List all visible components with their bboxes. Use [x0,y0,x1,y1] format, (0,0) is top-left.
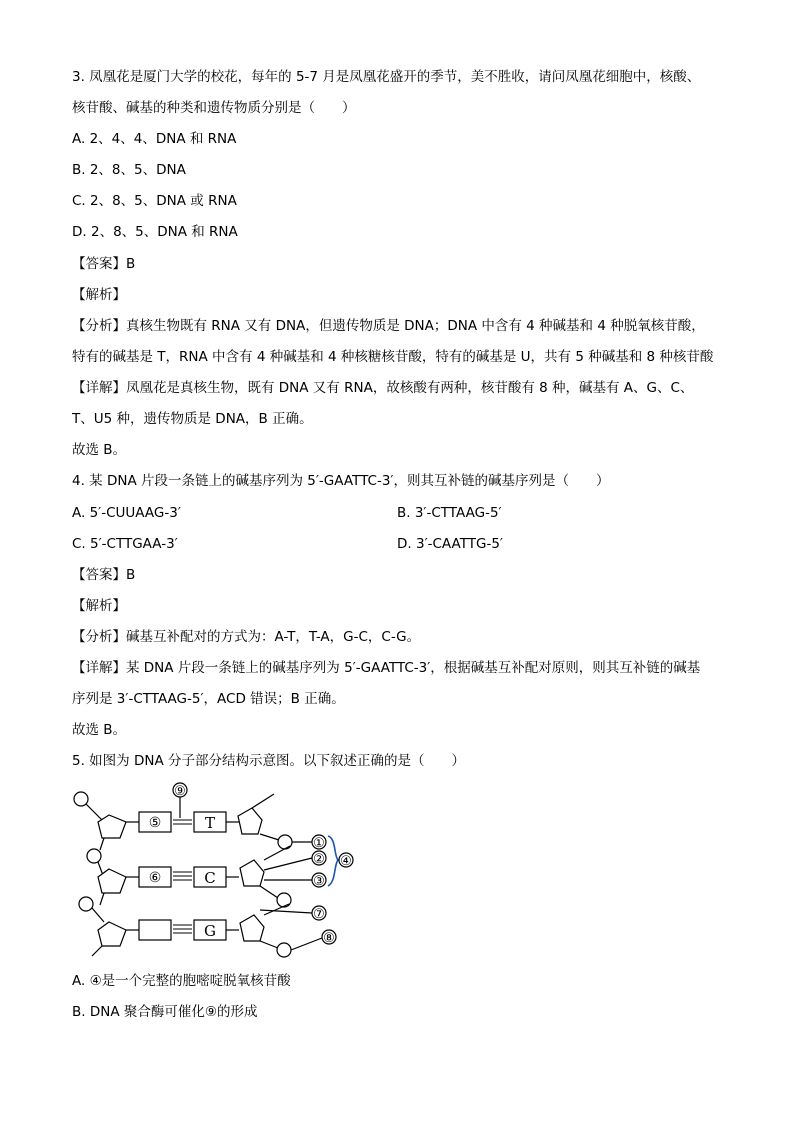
right-strand [226,794,292,957]
q3-stem-line1: 3. 凤凰花是厦门大学的校花，每年的 5-7 月是凤凰花盛开的季节，美不胜收，请问凤凰花细胞中，核酸、 [72,69,701,85]
q5-option-a: A. ④是一个完整的胞嘧啶脱氧核苷酸 [72,973,291,989]
q4-analysis-title: 【解析】 [72,598,126,614]
q4-conclusion: 故选 B。 [72,722,127,738]
label-3: ③ [313,874,325,889]
left-strand [74,792,139,956]
label-4: ④ [340,854,352,869]
q4-option-a: A. 5′-CUUAAG-3′ [72,505,181,521]
q3-stem-line2: 核苷酸、碱基的种类和遗传物质分别是（ ） [72,100,356,116]
q4-answer: 【答案】B [72,567,136,583]
q4-option-d: D. 3′-CAATTG-5′ [397,536,503,552]
q3-analysis-title: 【解析】 [72,287,126,303]
label-9: ⑨ [174,784,186,799]
hydrogen-bonds [173,820,192,933]
label-1: ① [313,836,325,851]
q4-detail-line2: 序列是 3′-CTTAAG-5′，ACD 错误；B 正确。 [72,691,345,707]
q3-detail-line2: T、U5 种，遗传物质是 DNA，B 正确。 [72,411,313,427]
q3-answer: 【答案】B [72,256,136,272]
q3-option-b: B. 2、8、5、DNA [72,162,186,178]
base-t: T [204,814,216,832]
q3-analysis-line2: 特有的碱基是 T，RNA 中含有 4 种碱基和 4 种核糖核苷酸，特有的碱基是 U，共有 5 种碱基和 8 种核苷酸 [72,349,714,365]
q5-option-b: B. DNA 聚合酶可催化⑨的形成 [72,1004,258,1020]
q4-detail-line1: 【详解】某 DNA 片段一条链上的碱基序列为 5′-GAATTC-3′，根据碱基互补配对原则，则其互补链的碱基 [72,660,701,676]
label-8: ⑧ [323,931,335,946]
q4-option-b: B. 3′-CTTAAG-5′ [397,505,502,521]
label-6: ⑥ [148,870,162,886]
q3-option-d: D. 2、8、5、DNA 和 RNA [72,224,238,240]
q3-detail-line1: 【详解】凤凰花是真核生物，既有 DNA 又有 RNA，故核酸有两种，核苷酸有 8 种，碱基有 A、G、C、 [72,380,694,396]
q3-option-a: A. 2、4、4、DNA 和 RNA [72,131,237,147]
base-c: C [204,869,216,887]
q3-analysis-line1: 【分析】真核生物既有 RNA 又有 DNA，但遗传物质是 DNA；DNA 中含有 4 种碱基和 4 种脱氧核苷酸， [72,318,705,334]
q4-stem: 4. 某 DNA 片段一条链上的碱基序列为 5′-GAATTC-3′，则其互补链的碱基序列是（ ） [72,473,610,489]
q3-conclusion: 故选 B。 [72,442,127,458]
label-2: ② [313,852,325,867]
q4-analysis: 【分析】碱基互补配对的方式为：A-T，T-A，G-C，C-G。 [72,629,421,645]
q5-stem: 5. 如图为 DNA 分子部分结构示意图。以下叙述正确的是（ ） [72,753,465,769]
q3-option-c: C. 2、8、5、DNA 或 RNA [72,193,237,209]
label-7: ⑦ [313,907,325,922]
q4-option-c: C. 5′-CTTGAA-3′ [72,536,178,552]
bracket-4 [328,836,338,886]
base-g: G [204,922,216,940]
dna-structure-diagram [64,780,354,970]
label-5: ⑤ [148,815,162,831]
